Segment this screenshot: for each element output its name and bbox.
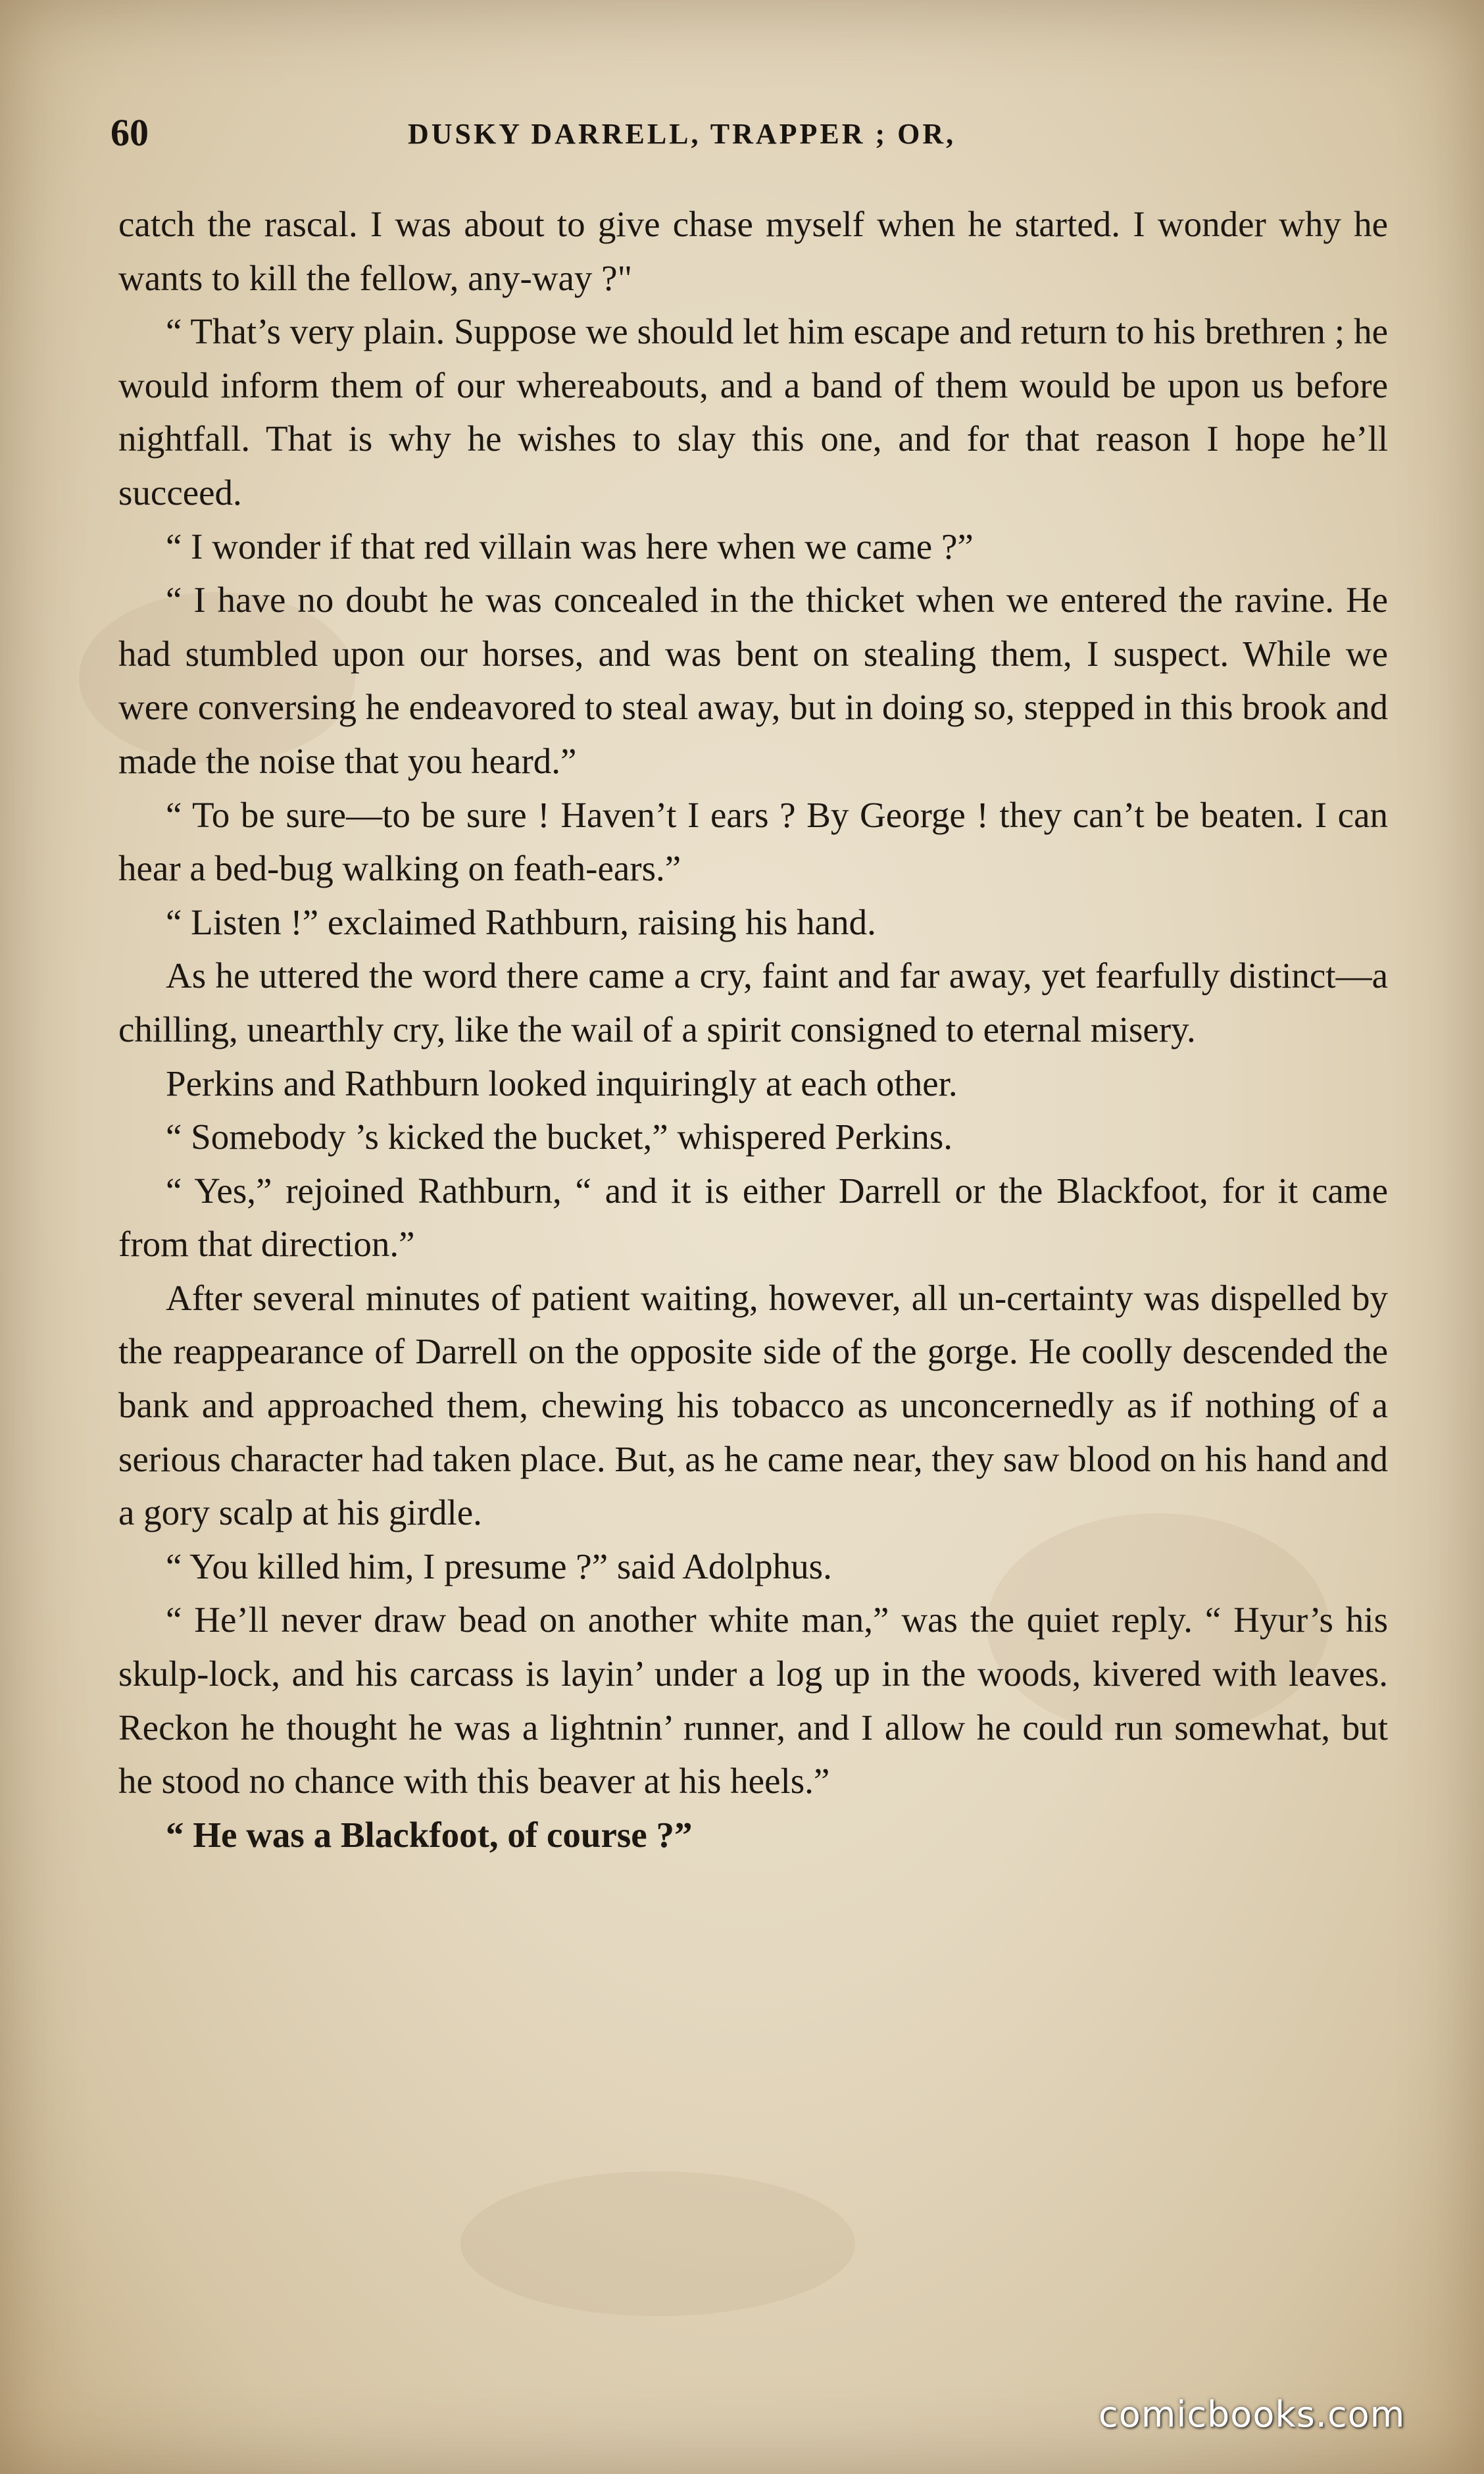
- paragraph: As he uttered the word there came a cry, faint and far away, yet fearfully distinct—a chilling, unearthly cry, like the wail of a spirit consigned to eternal misery.: [118, 955, 1388, 1049]
- paragraph: “ To be sure—to be sure ! Haven’t I ears ? By George ! they can’t be beaten. I can hear a bed-bug walking on feath-ears.”: [118, 794, 1388, 889]
- paragraph: “ He was a Blackfoot, of course ?”: [166, 1814, 693, 1855]
- paragraph: “ I have no doubt he was concealed in the thicket when we entered the ravine. He had stumbled upon our horses, and was bent on stealing them, I suspect. While we were conversing he endeavored to steal away, but in doing so, stepped in this brook and made the noise that you heard.”: [118, 580, 1388, 781]
- body-text: [118, 197, 1388, 1861]
- watermark: comicbooks.com: [1099, 2394, 1406, 2435]
- page-number: 60: [111, 111, 149, 154]
- paper-stain: [460, 2171, 855, 2316]
- paragraph: After several minutes of patient waiting, however, all un-certainty was dispelled by the reappearance of Darrell on the opposite side of the gorge. He coolly descended the bank and approached them, chewing his tobacco as unconcernedly as if nothing of a serious character had taken place. But, as he came near, they saw blood on his hand and a gory scalp at his girdle.: [118, 1277, 1388, 1533]
- paragraph: Perkins and Rathburn looked inquiringly at each other.: [166, 1063, 958, 1103]
- running-head: [99, 111, 1388, 163]
- paragraph: “ You killed him, I presume ?” said Adolphus.: [166, 1546, 832, 1586]
- paragraph: “ Yes,” rejoined Rathburn, “ and it is either Darrell or the Blackfoot, for it came from that direction.”: [118, 1170, 1388, 1265]
- running-title: DUSKY DARRELL, TRAPPER ; OR,: [408, 118, 956, 150]
- paragraph: “ Somebody ’s kicked the bucket,” whispered Perkins.: [166, 1117, 952, 1157]
- paragraph: catch the rascal. I was about to give chase myself when he started. I wonder why he wants to kill the fellow, any-way ?": [118, 204, 1388, 298]
- paragraph: “ Listen !” exclaimed Rathburn, raising his hand.: [166, 901, 876, 942]
- paragraph: “ He’ll never draw bead on another white man,” was the quiet reply. “ Hyur’s his skulp-lock, and his carcass is layin’ under a log up in the woods, kivered with leaves. Reckon he thought he was a lightnin’ runner, and I allow he could run somewhat, but he stood no chance with this beaver at his heels.”: [118, 1600, 1388, 1802]
- paragraph: “ That’s very plain. Suppose we should let him escape and return to his brethren ; he would inform them of our whereabouts, and a band of them would be upon us before nightfall. That is why he wishes to slay this one, and for that reason I hope he’ll succeed.: [118, 311, 1388, 513]
- paragraph: “ I wonder if that red villain was here when we came ?”: [166, 526, 974, 567]
